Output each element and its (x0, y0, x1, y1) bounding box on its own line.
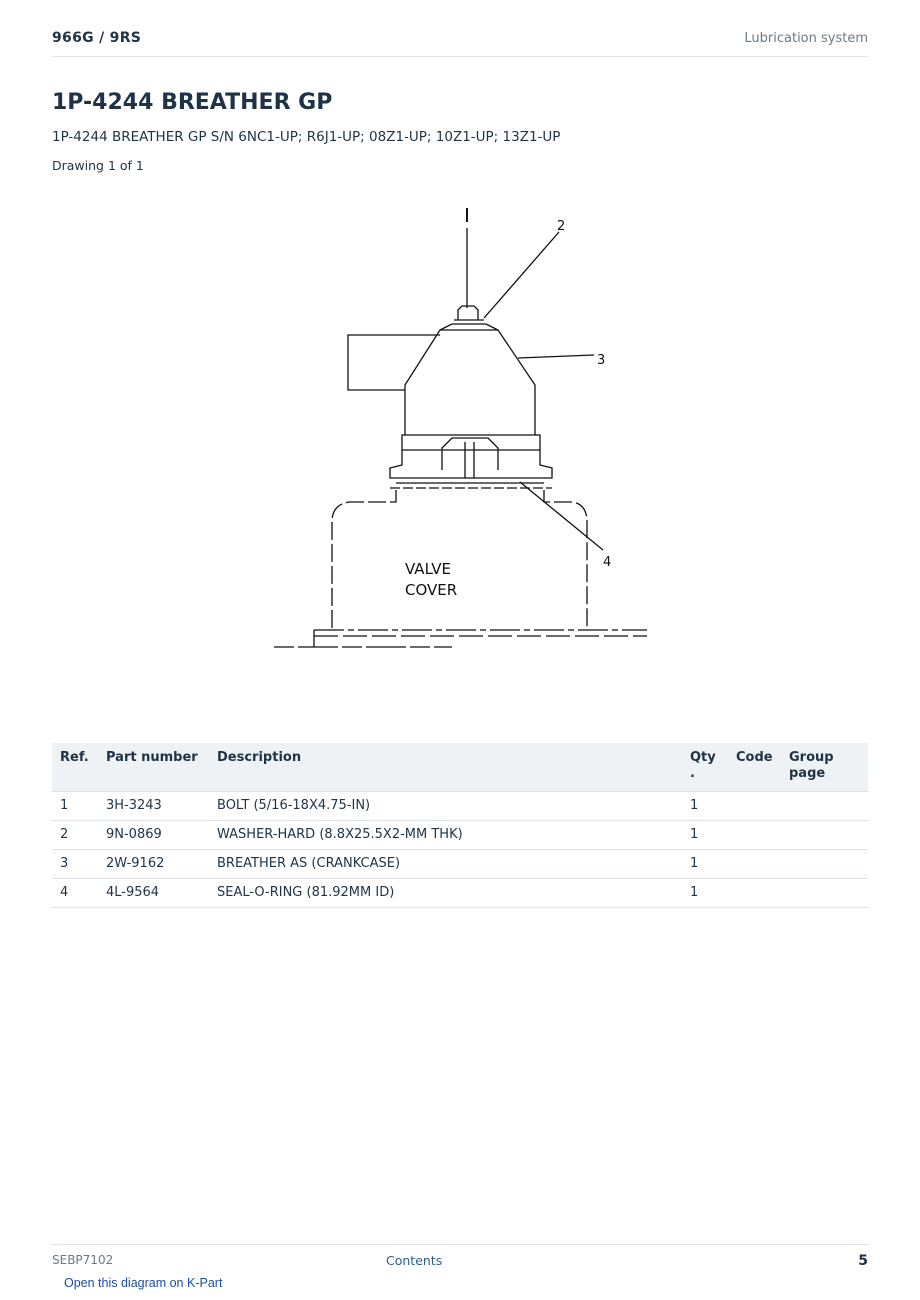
leader-line-4 (520, 482, 603, 550)
cell-group-page (781, 821, 868, 850)
cell-qty: 1 (682, 821, 728, 850)
cell-code (728, 821, 781, 850)
cell-ref: 2 (52, 821, 98, 850)
col-part-number: Part number (98, 743, 209, 792)
cell-code (728, 850, 781, 879)
parts-table (52, 743, 868, 908)
cell-group-page (781, 792, 868, 821)
ref-label-2: 2 (557, 219, 566, 234)
breather-diagram (262, 200, 662, 700)
table-row (52, 792, 868, 821)
breather-outlet (348, 335, 440, 390)
cell-description: BREATHER AS (CRANKCASE) (209, 850, 682, 879)
cell-ref: 1 (52, 792, 98, 821)
col-qty (682, 743, 728, 792)
leader-line-3 (518, 355, 594, 358)
cell-qty: 1 (682, 792, 728, 821)
cell-part-number: 4L-9564 (98, 879, 209, 908)
cell-part-number: 2W-9162 (98, 850, 209, 879)
col-description: Description (209, 743, 682, 792)
cell-part-number: 9N-0869 (98, 821, 209, 850)
breather-flange (390, 435, 552, 478)
page-header (52, 28, 868, 57)
document-id: SEBP7102 (52, 1253, 114, 1267)
col-group-line2: page (789, 766, 826, 781)
col-code: Code (728, 743, 781, 792)
col-group-line1: Group (789, 750, 834, 765)
cell-code (728, 879, 781, 908)
cell-ref: 4 (52, 879, 98, 908)
contents-link[interactable]: Contents (386, 1253, 443, 1268)
table-header-row (52, 743, 868, 792)
drawing-count: Drawing 1 of 1 (52, 158, 144, 173)
col-group-page (781, 743, 868, 792)
col-ref: Ref. (52, 743, 98, 792)
page-title: 1P-4244 BREATHER GP (52, 90, 333, 115)
cell-group-page (781, 879, 868, 908)
table-row (52, 879, 868, 908)
kpart-link[interactable]: Open this diagram on K-Part (64, 1276, 223, 1290)
machine-model: 966G / 9RS (52, 30, 142, 46)
cell-part-number: 3H-3243 (98, 792, 209, 821)
cell-qty: 1 (682, 850, 728, 879)
cell-code (728, 792, 781, 821)
cell-qty: 1 (682, 879, 728, 908)
cell-description: WASHER-HARD (8.8X25.5X2-MM THK) (209, 821, 682, 850)
serial-range: 1P-4244 BREATHER GP S/N 6NC1-UP; R6J1-UP; 08Z1-UP; 10Z1-UP; 13Z1-UP (52, 129, 561, 145)
cell-description: BOLT (5/16-18X4.75-IN) (209, 792, 682, 821)
col-qty-line1: Qty (690, 750, 716, 765)
col-qty-line2: . (690, 766, 695, 781)
table-row (52, 821, 868, 850)
cell-description: SEAL-O-RING (81.92MM ID) (209, 879, 682, 908)
valve-cover (332, 490, 587, 630)
page-number: 5 (858, 1253, 868, 1269)
leader-line-2 (484, 232, 559, 318)
table-row (52, 850, 868, 879)
ref-label-4: 4 (603, 555, 612, 570)
breather-body (405, 324, 535, 435)
cell-group-page (781, 850, 868, 879)
section-name: Lubrication system (744, 31, 868, 46)
cell-ref: 3 (52, 850, 98, 879)
valve-cover-label-line1: VALVE (405, 560, 452, 578)
bolt-head (458, 306, 478, 320)
valve-cover-label-line2: COVER (405, 581, 458, 599)
ref-label-3: 3 (597, 353, 606, 368)
